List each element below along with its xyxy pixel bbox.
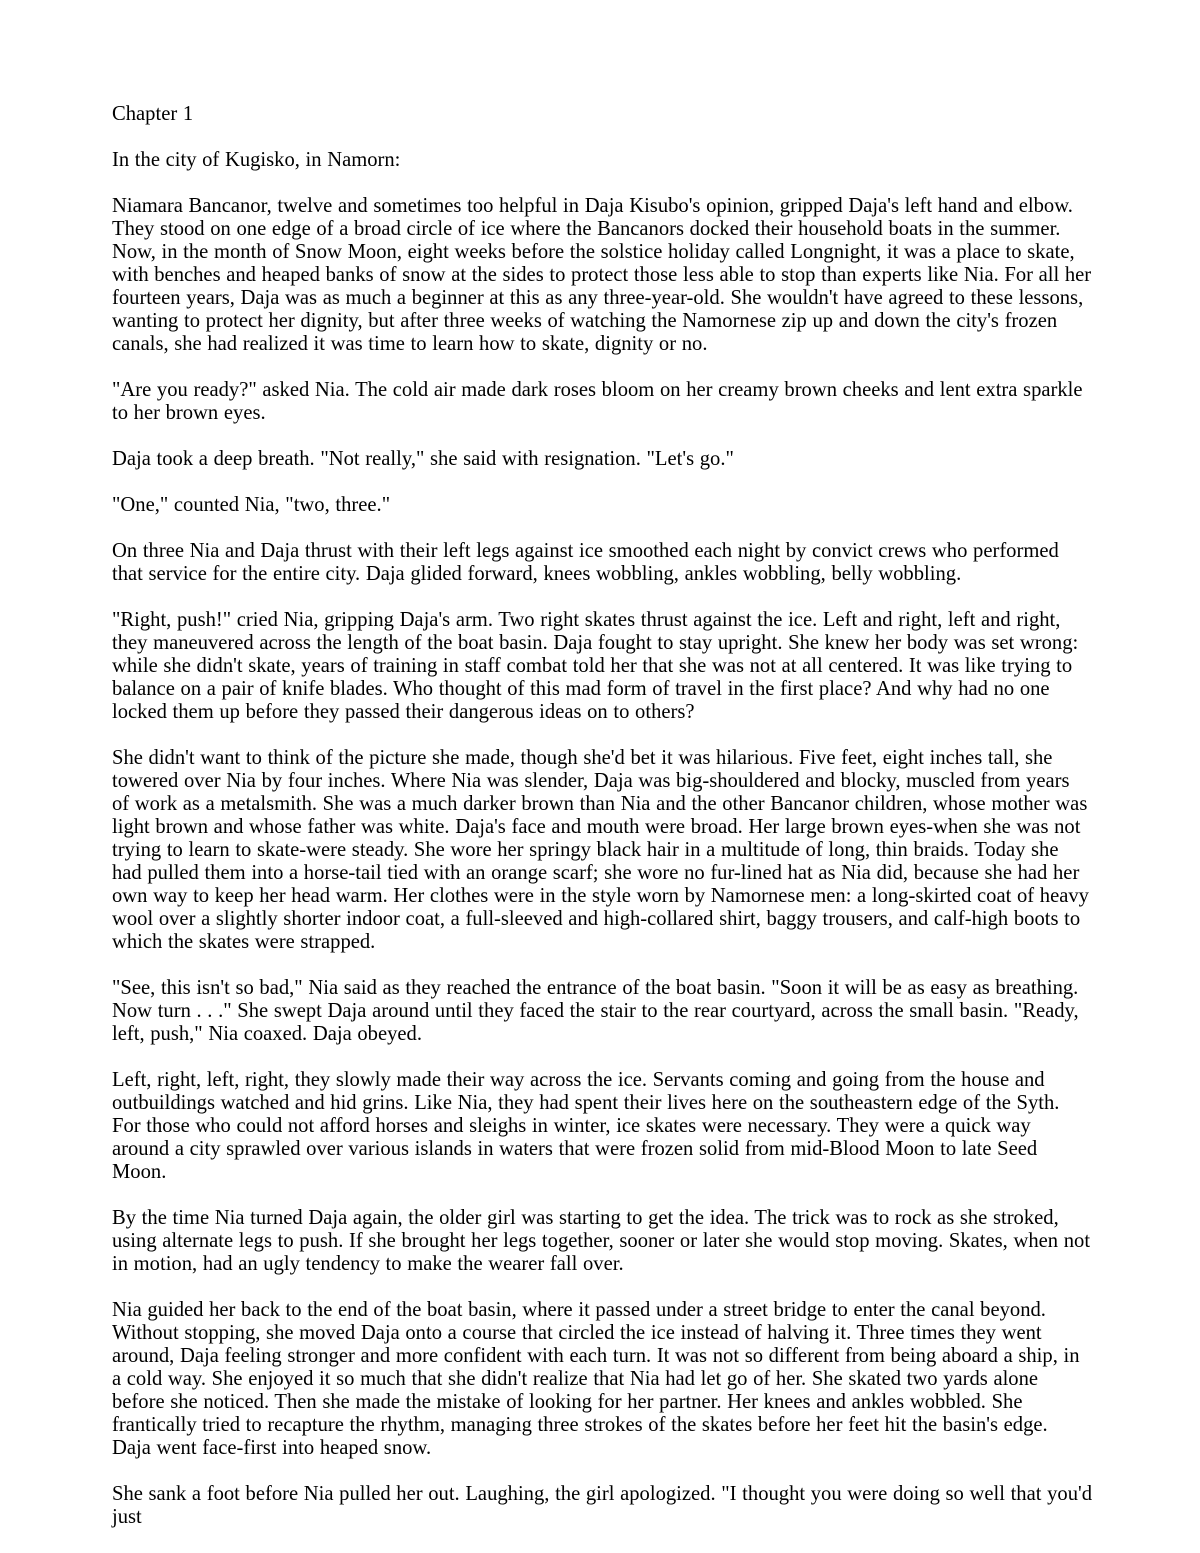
- paragraph: Daja took a deep breath. "Not really," she said with resignation. "Let's go.": [112, 448, 734, 470]
- paragraph: "Right, push!" cried Nia, gripping Daja's arm. Two right skates thrust against the ice. Left and right, left and right, they maneuvered across the length of the boat basin. Daja fought to stay upright. She knew her body was set wrong: while she didn't skate, years of training in staff combat told her that she was not at all centered. It was like trying to balance on a pair of knife blades. Who thought of this mad form of travel in the first place? And why had no one locked them up before they passed their dangerous ideas on to others?: [112, 609, 1079, 723]
- page-text: [112, 103, 1092, 1529]
- paragraph: "See, this isn't so bad," Nia said as they reached the entrance of the boat basin. "Soon it will be as easy as breathing. Now turn . . ." She swept Daja around until they faced the stair to the rear courtyard, across the small basin. "Ready, left, push," Nia coaxed. Daja obeyed.: [112, 977, 1079, 1045]
- paragraph: Left, right, left, right, they slowly made their way across the ice. Servants coming and going from the house and outbuildings watched and hid grins. Like Nia, they had spent their lives here on the southeastern edge of the Syth. For those who could not afford horses and sleighs in winter, ice skates were necessary. They were a quick way around a city sprawled over various islands in waters that were frozen solid from mid-Blood Moon to late Seed Moon.: [112, 1069, 1060, 1183]
- paragraph: "One," counted Nia, "two, three.": [112, 494, 391, 516]
- paragraph: "Are you ready?" asked Nia. The cold air made dark roses bloom on her creamy brown cheeks and lent extra sparkle to her brown eyes.: [112, 379, 1083, 424]
- paragraph: On three Nia and Daja thrust with their left legs against ice smoothed each night by convict crews who performed that service for the entire city. Daja glided forward, knees wobbling, ankles wobbling, belly wobbling.: [112, 540, 1059, 585]
- chapter-heading: Chapter 1: [112, 103, 194, 125]
- paragraph: Nia guided her back to the end of the boat basin, where it passed under a street bridge to enter the canal beyond. Without stopping, she moved Daja onto a course that circled the ice instead of halving it. Three times they went around, Daja feeling stronger and more confident with each turn. It was not so different from being aboard a ship, in a cold way. She enjoyed it so much that she didn't realize that Nia had let go of her. She skated two yards alone before she noticed. Then she made the mistake of looking for her partner. Her knees and ankles wobbled. She frantically tried to recapture the rhythm, managing three strokes of the skates before her feet hit the basin's edge. Daja went face-first into heaped snow.: [112, 1299, 1080, 1459]
- paragraph: In the city of Kugisko, in Namorn:: [112, 149, 401, 171]
- paragraph: She didn't want to think of the picture she made, though she'd bet it was hilarious. Five feet, eight inches tall, she towered over Nia by four inches. Where Nia was slender, Daja was big-shouldered and blocky, muscled from years of work as a metalsmith. She was a much darker brown than Nia and the other Bancanor children, whose mother was light brown and whose father was white. Daja's face and mouth were broad. Her large brown eyes-when she was not trying to learn to skate-were steady. She wore her springy black hair in a multitude of long, thin braids. Today she had pulled them into a horse-tail tied with an orange scarf; she wore no fur-lined hat as Nia did, because she had her own way to keep her head warm. Her clothes were in the style worn by Namornese men: a long-skirted coat of heavy wool over a slightly shorter indoor coat, a full-sleeved and high-collared shirt, baggy trousers, and calf-high boots to which the skates were strapped.: [112, 747, 1089, 953]
- paragraph: By the time Nia turned Daja again, the older girl was starting to get the idea. The trick was to rock as she stroked, using alternate legs to push. If she brought her legs together, sooner or later she would stop moving. Skates, when not in motion, had an ugly tendency to make the wearer fall over.: [112, 1207, 1091, 1275]
- paragraph: She sank a foot before Nia pulled her out. Laughing, the girl apologized. "I thought you were doing so well that you'd just: [112, 1483, 1093, 1528]
- paragraph: Niamara Bancanor, twelve and sometimes too helpful in Daja Kisubo's opinion, gripped Daja's left hand and elbow. They stood on one edge of a broad circle of ice where the Bancanors docked their household boats in the summer. Now, in the month of Snow Moon, eight weeks before the solstice holiday called Longnight, it was a place to skate, with benches and heaped banks of snow at the sides to protect those less able to stop than experts like Nia. For all her fourteen years, Daja was as much a beginner at this as any three-year-old. She wouldn't have agreed to these lessons, wanting to protect her dignity, but after three weeks of watching the Namornese zip up and down the city's frozen canals, she had realized it was time to learn how to skate, dignity or no.: [112, 195, 1092, 355]
